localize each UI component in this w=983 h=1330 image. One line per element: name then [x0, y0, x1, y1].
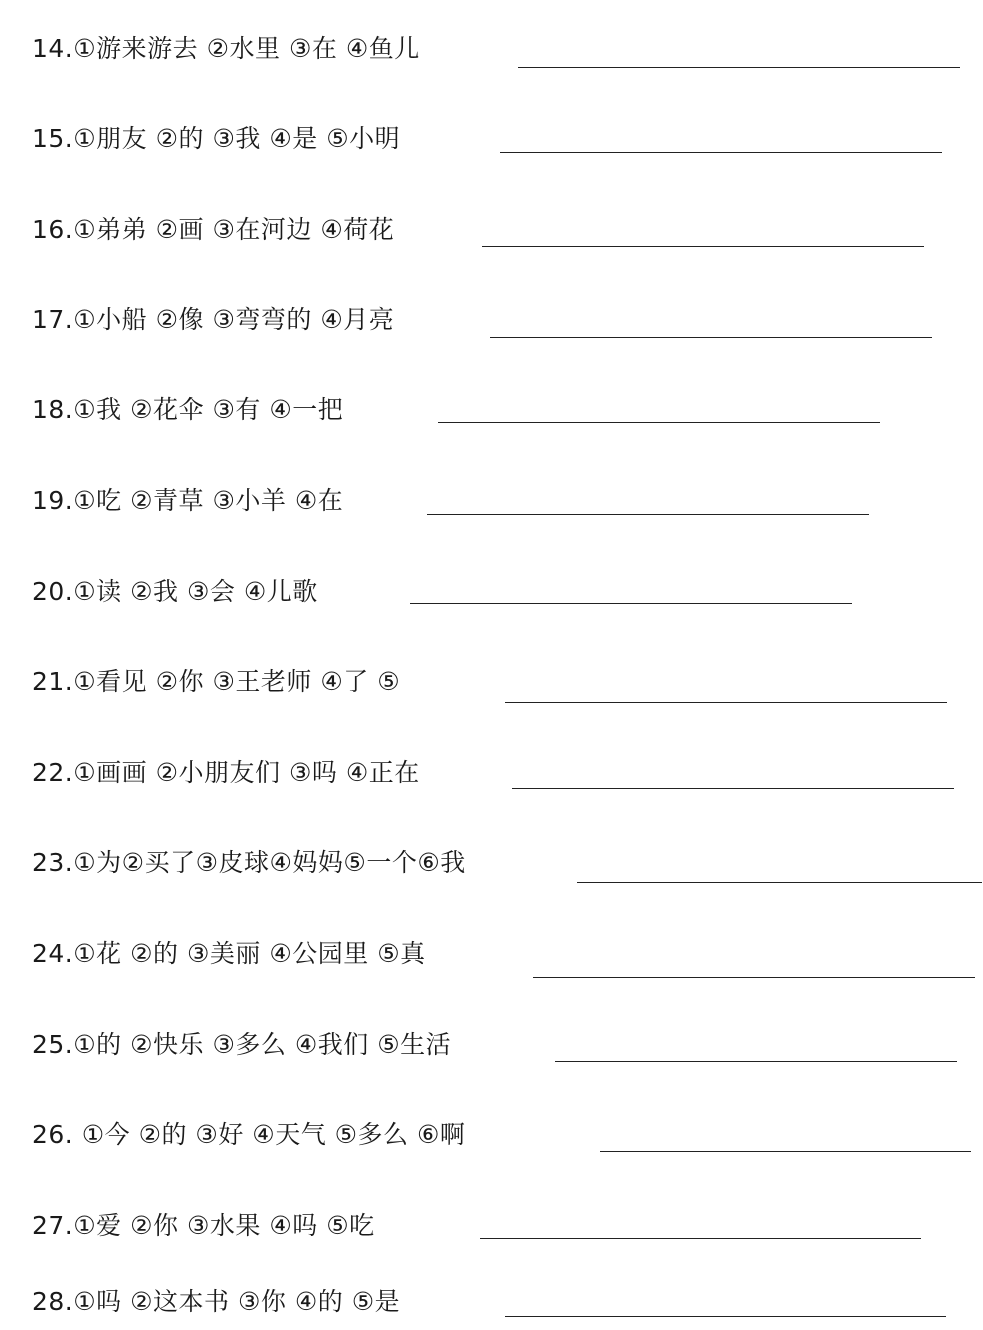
answer-line[interactable]: [482, 246, 924, 247]
question-text: 17.①小船 ②像 ③弯弯的 ④月亮: [32, 305, 395, 334]
answer-line[interactable]: [505, 1316, 946, 1317]
answer-line[interactable]: [512, 788, 954, 789]
question-text: 24.①花 ②的 ③美丽 ④公园里 ⑤真: [32, 939, 426, 968]
question-15: [0, 123, 983, 167]
question-28: [0, 1286, 983, 1330]
answer-line[interactable]: [505, 702, 947, 703]
answer-line[interactable]: [577, 882, 982, 883]
question-24: [0, 938, 983, 982]
question-17: [0, 304, 983, 348]
question-27: [0, 1210, 983, 1254]
answer-line[interactable]: [438, 422, 880, 423]
answer-line[interactable]: [427, 514, 869, 515]
answer-line[interactable]: [600, 1151, 971, 1152]
question-22: [0, 757, 983, 801]
question-26: [0, 1119, 983, 1163]
question-text: 28.①吗 ②这本书 ③你 ④的 ⑤是: [32, 1287, 401, 1316]
answer-line[interactable]: [490, 337, 932, 338]
question-18: [0, 394, 983, 438]
answer-line[interactable]: [480, 1238, 921, 1239]
question-20: [0, 576, 983, 620]
answer-line[interactable]: [533, 977, 975, 978]
question-21: [0, 666, 983, 710]
question-text: 21.①看见 ②你 ③王老师 ④了 ⑤: [32, 667, 401, 696]
question-text: 20.①读 ②我 ③会 ④儿歌: [32, 577, 318, 606]
question-text: 15.①朋友 ②的 ③我 ④是 ⑤小明: [32, 124, 401, 153]
answer-line[interactable]: [500, 152, 942, 153]
question-text: 14.①游来游去 ②水里 ③在 ④鱼儿: [32, 34, 420, 63]
question-text: 16.①弟弟 ②画 ③在河边 ④荷花: [32, 215, 395, 244]
answer-line[interactable]: [410, 603, 852, 604]
question-19: [0, 485, 983, 529]
question-text: 23.①为②买了③皮球④妈妈⑤一个⑥我: [32, 848, 466, 877]
question-text: 27.①爱 ②你 ③水果 ④吗 ⑤吃: [32, 1211, 375, 1240]
question-23: [0, 847, 983, 891]
question-25: [0, 1029, 983, 1073]
question-text: 26. ①今 ②的 ③好 ④天气 ⑤多么 ⑥啊: [32, 1120, 466, 1149]
question-16: [0, 214, 983, 258]
answer-line[interactable]: [518, 67, 960, 68]
question-14: [0, 33, 983, 77]
question-text: 18.①我 ②花伞 ③有 ④一把: [32, 395, 344, 424]
question-text: 22.①画画 ②小朋友们 ③吗 ④正在: [32, 758, 420, 787]
question-text: 25.①的 ②快乐 ③多么 ④我们 ⑤生活: [32, 1030, 452, 1059]
answer-line[interactable]: [555, 1061, 957, 1062]
question-text: 19.①吃 ②青草 ③小羊 ④在: [32, 486, 344, 515]
